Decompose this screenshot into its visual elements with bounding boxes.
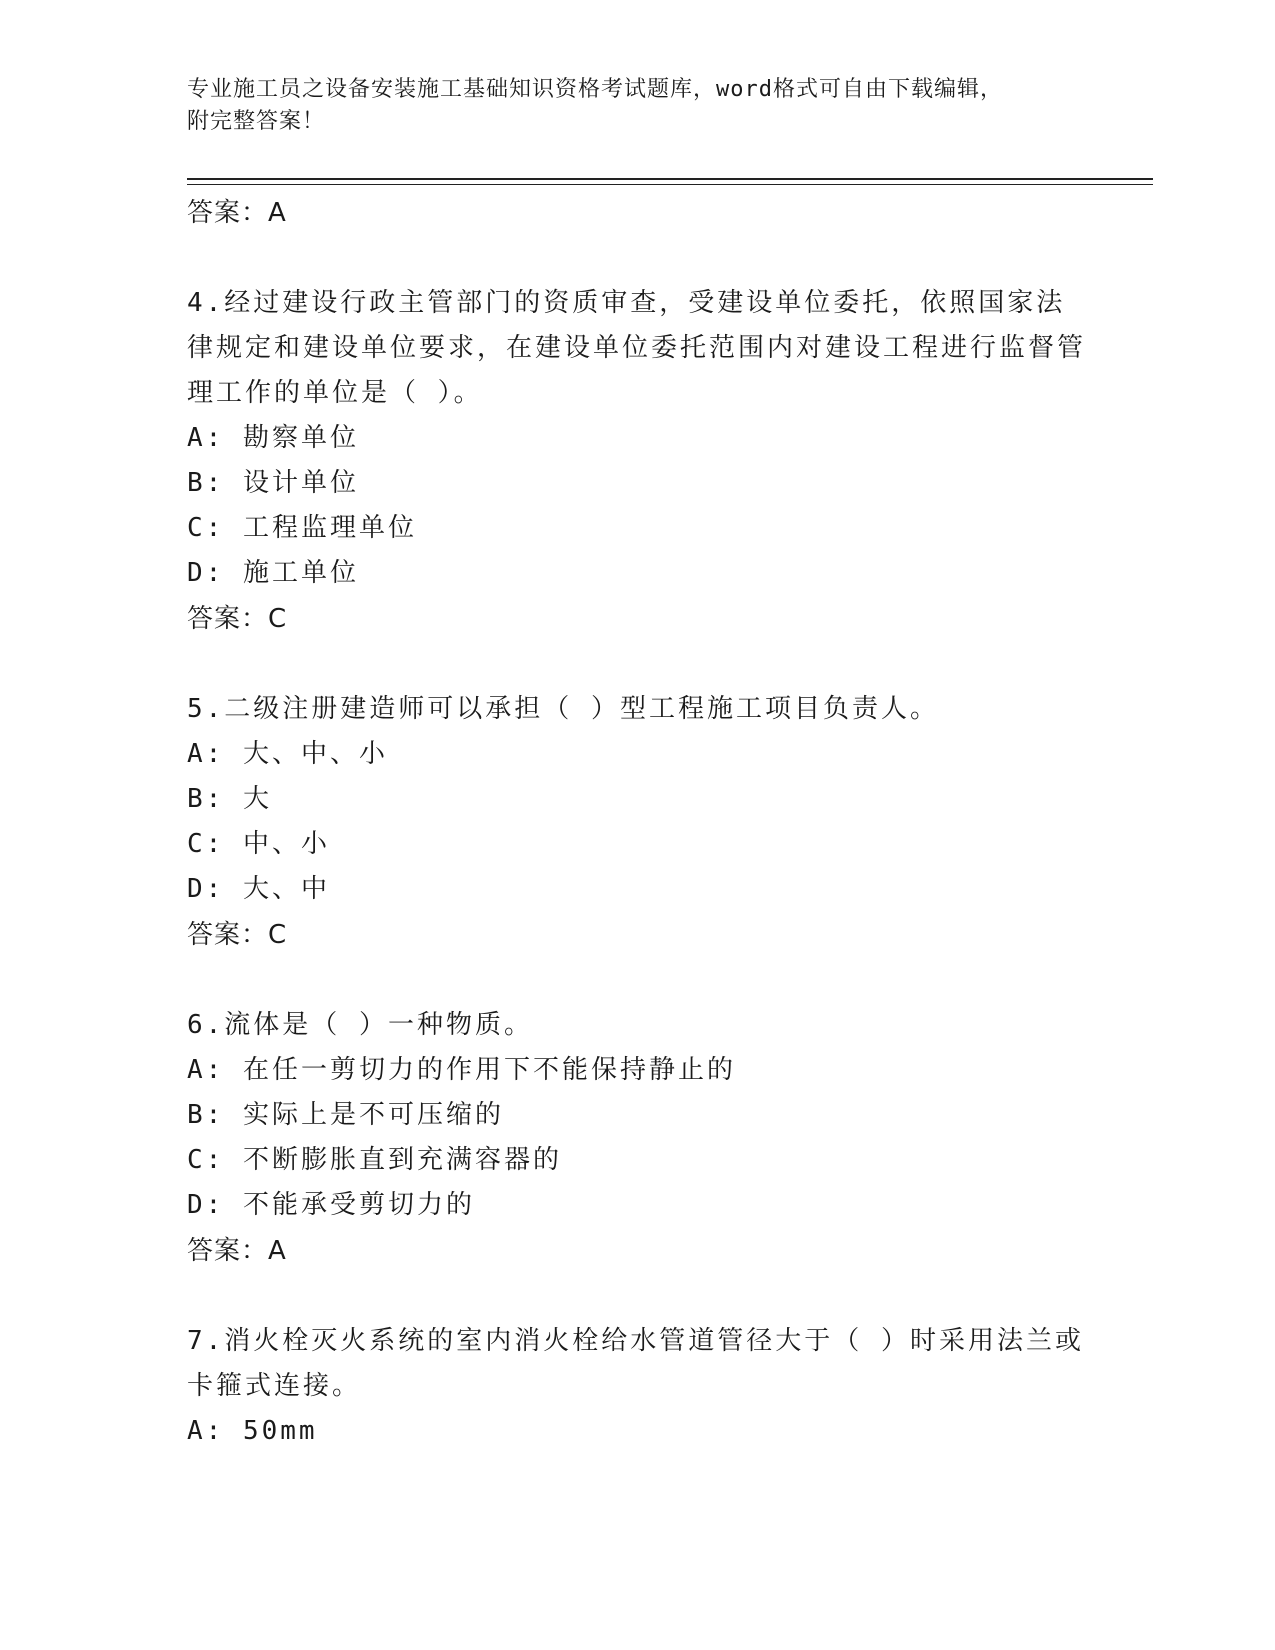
question-4	[187, 281, 1087, 642]
question-5	[187, 687, 1087, 958]
option-b: B: 大	[187, 784, 272, 814]
header-divider-thin	[187, 184, 1153, 185]
option-b: B: 设计单位	[187, 468, 359, 498]
answer-line: 答案：C	[187, 604, 288, 634]
option-a: A: 勘察单位	[187, 423, 359, 453]
answer-line: 答案：C	[187, 920, 288, 950]
answer-line: 答案：A	[187, 1236, 287, 1266]
document-body	[187, 190, 1087, 1454]
option-b: B: 实际上是不可压缩的	[187, 1100, 504, 1130]
header-divider-thick	[187, 178, 1153, 180]
option-a: A: 在任一剪切力的作用下不能保持静止的	[187, 1055, 736, 1085]
option-d: D: 大、中	[187, 874, 330, 904]
question-text: 5.二级注册建造师可以承担（ ）型工程施工项目负责人。	[187, 694, 939, 724]
answer-line: 答案：A	[187, 198, 287, 228]
question-7	[187, 1319, 1087, 1454]
question-6	[187, 1003, 1087, 1274]
question-text: 4.经过建设行政主管部门的资质审查，受建设单位委托，依照国家法律规定和建设单位要求，在建设单位委托范围内对建设工程进行监督管理工作的单位是（ ）。	[187, 288, 1087, 408]
header-line-1: 专业施工员之设备安装施工基础知识资格考试题库，word格式可自由下载编辑，	[187, 77, 1003, 102]
header-line-2: 附完整答案！	[187, 109, 326, 134]
option-a: A: 大、中、小	[187, 739, 388, 769]
option-c: C: 工程监理单位	[187, 513, 417, 543]
document-header	[187, 74, 1087, 138]
option-c: C: 不断膨胀直到充满容器的	[187, 1145, 562, 1175]
option-c: C: 中、小	[187, 829, 330, 859]
question-text: 7.消火栓灭火系统的室内消火栓给水管道管径大于（ ）时采用法兰或卡箍式连接。	[187, 1326, 1084, 1401]
option-d: D: 不能承受剪切力的	[187, 1190, 475, 1220]
option-d: D: 施工单位	[187, 558, 359, 588]
question-text: 6.流体是（ ）一种物质。	[187, 1010, 533, 1040]
option-a: A: 50mm	[187, 1416, 318, 1446]
